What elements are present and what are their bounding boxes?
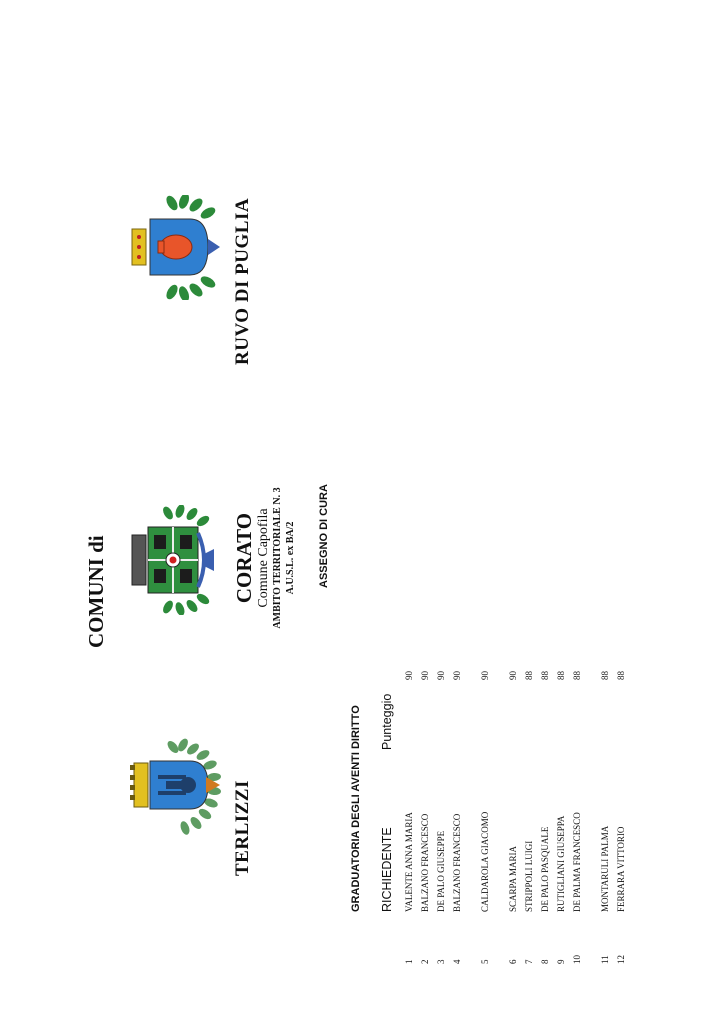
applicant-name: BALZANO FRANCESCO [452, 813, 462, 912]
document-heading: COMUNI di [84, 535, 108, 648]
applicant-name: MONTARULI PALMA [600, 825, 610, 912]
column-header-punteggio: Punteggio [380, 693, 394, 750]
applicant-name: STRIPPOLI LUIGI [524, 840, 534, 912]
applicant-name: BALZANO FRANCESCO [420, 813, 430, 912]
row-number: 1 [404, 959, 414, 964]
corato-subtitle: Comune Capofila [256, 508, 271, 608]
applicant-name: RUTIGLIANI GIUSEPPA [556, 815, 566, 912]
row-number: 9 [556, 959, 566, 964]
row-number: 12 [616, 955, 626, 964]
row-number: 5 [480, 959, 490, 964]
row-number: 8 [540, 959, 550, 964]
subject-label: ASSEGNO DI CURA [318, 484, 330, 588]
row-number: 7 [524, 959, 534, 964]
applicant-score: 90 [420, 671, 430, 680]
applicant-score: 90 [436, 671, 446, 680]
applicant-score: 90 [452, 671, 462, 680]
terlizzi-coat-of-arms-icon [128, 735, 228, 835]
applicant-score: 88 [540, 671, 550, 680]
column-header-richiedente: RICHIEDENTE [380, 827, 394, 912]
applicant-score: 88 [600, 671, 610, 680]
row-number: 11 [600, 955, 610, 964]
city-name-terlizzi: TERLIZZI [232, 780, 253, 876]
ruvo-coat-of-arms-icon [128, 195, 228, 300]
applicant-name: SCARPA MARIA [508, 846, 518, 912]
corato-block [232, 464, 297, 652]
city-name-corato: CORATO [232, 512, 256, 604]
ambito-label: AMBITO TERRITORIALE N. 3 [272, 487, 283, 629]
city-name-ruvo: RUVO DI PUGLIA [232, 197, 253, 365]
applicant-score: 88 [572, 671, 582, 680]
row-number: 6 [508, 959, 518, 964]
list-title: GRADUATORIA DEGLI AVENTI DIRITTO [350, 705, 362, 912]
applicant-score: 88 [556, 671, 566, 680]
applicant-name: VALENTE ANNA MARIA [404, 812, 414, 912]
applicant-score: 90 [404, 671, 414, 680]
row-number: 2 [420, 959, 430, 964]
applicant-name: DE PALMA FRANCESCO [572, 812, 582, 912]
applicant-score: 88 [524, 671, 534, 680]
row-number: 10 [572, 955, 582, 964]
row-number: 3 [436, 959, 446, 964]
applicant-name: FERRARA VITTORIO [616, 826, 626, 912]
applicant-score: 90 [480, 671, 490, 680]
corato-coat-of-arms-icon [128, 505, 228, 615]
applicant-name: DE PALO GIUSEPPE [436, 830, 446, 912]
ausl-label: A.U.S.L. ex BA/2 [285, 521, 296, 595]
applicant-score: 88 [616, 671, 626, 680]
applicant-name: DE PALO PASQUALE [540, 826, 550, 912]
applicant-score: 90 [508, 671, 518, 680]
applicant-name: CALDAROLA GIACOMO [480, 811, 490, 912]
row-number: 4 [452, 959, 462, 964]
